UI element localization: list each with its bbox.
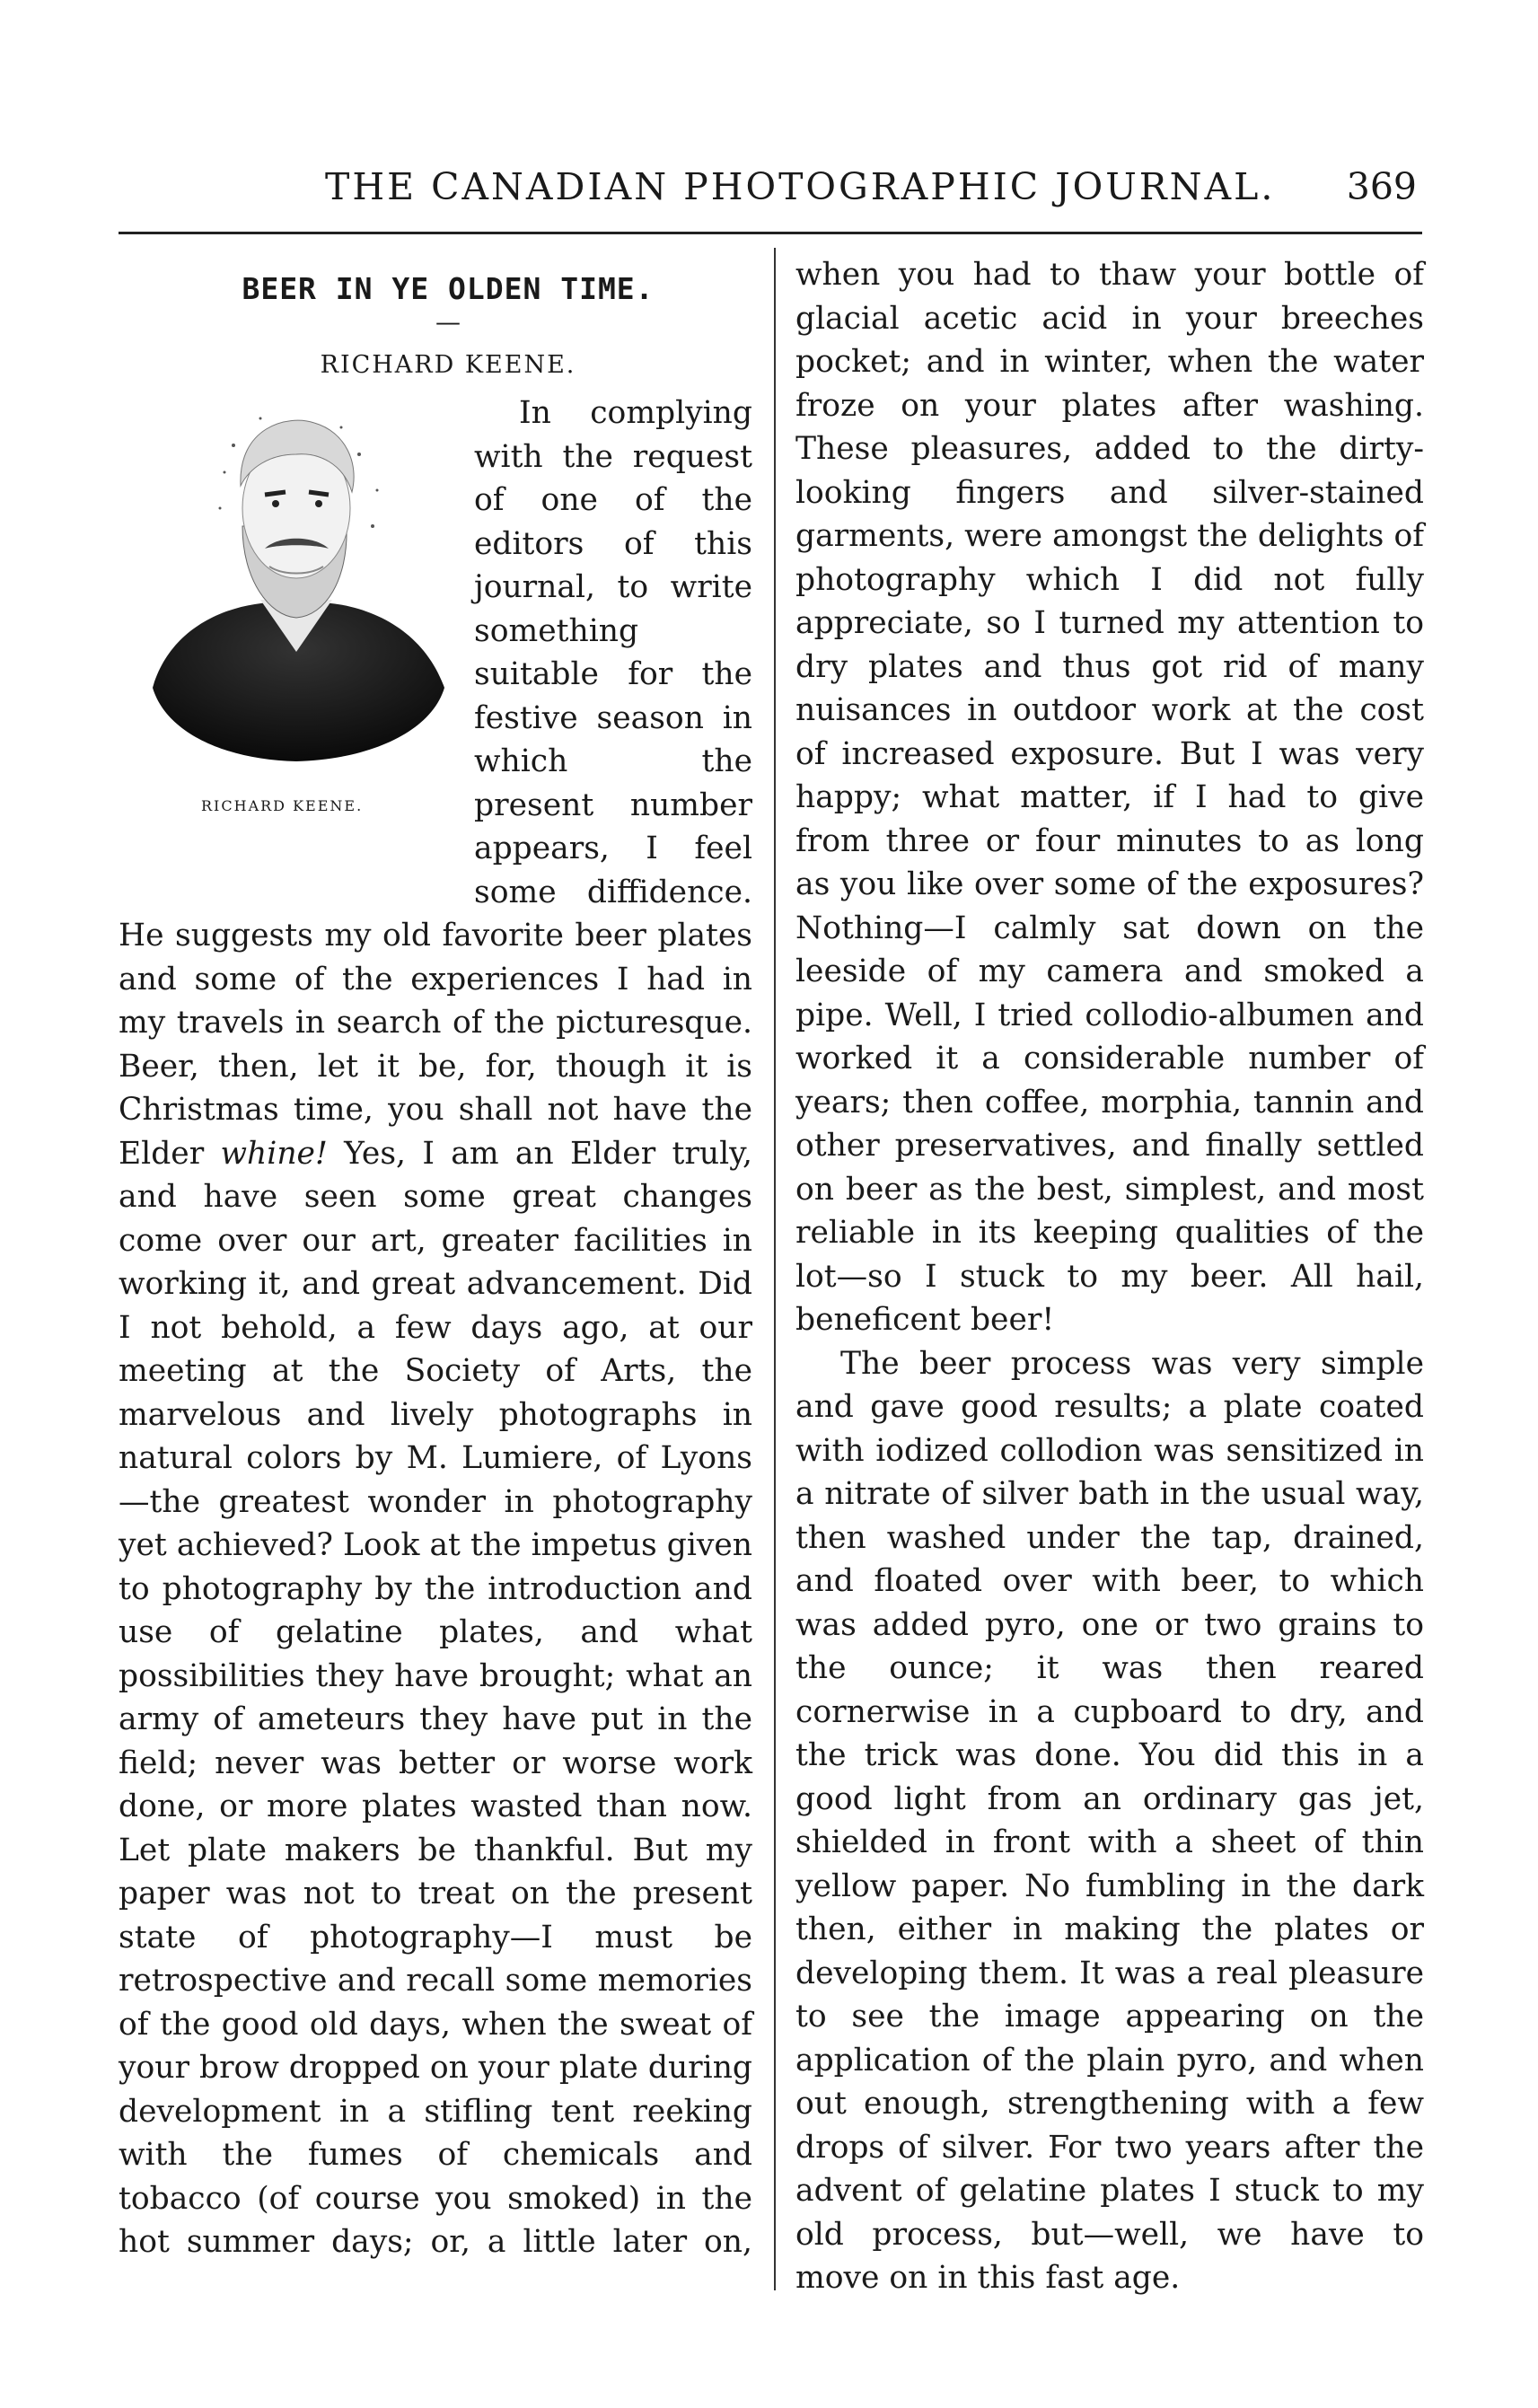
paragraph-1-text: In complying with the request of one of the editors of this journal, to write something suitable for the festive season in which the present number appears, I feel some diffidence. He suggests my old favorite beer plates and some of the experiences I had in my travels in search of the picturesque. Beer, then, let it be, for, though it is Christmas time, you shall not have the Elder	[119, 395, 752, 1172]
title-dash: —	[435, 307, 461, 337]
right-column	[795, 253, 1424, 2300]
portrait-caption: RICHARD KEENE.	[201, 797, 364, 814]
paragraph-2: The beer process was very simple and gave good results; a plate coated with iodized collodion was sensitized in a nitrate of silver bath in the usual way, then washed under the tap, drained, and floated over with beer, to which was added pyro, one or two grains to the ounce; it was then reared cornerwise in a cupboard to dry, and the trick was done. You did this in a good light from an ordinary gas jet, shielded in front with a sheet of thin yellow paper. No fumbling in the dark then, either in making the plates or developing them. It was a real pleasure to see the image appearing on the application of the plain pyro, and when out enough, strengthening with a few drops of silver. For two years after the advent of gelatine plates I stuck to my old process, but—well, we have to move on in this fast age.	[795, 1345, 1424, 2296]
flow-continuation: when you had to thaw your bottle of glacial acetic acid in your breeches pocket; and in winter, when the water froze on your plates after washing. These pleasures, added to the dirty-looking fingers and silver-stained garments, were amongst the delights of photography which I did not fully appreciate, so I turned my attention to dry plates and thus got rid of many nuisances in outdoor work at the cost of increased exposure. But I was very happy; what matter, if I had to give from three or four minutes to as long as you like over some of the exposures? Nothing—I calmly sat down on the leeside of my camera and smoked a pipe. Well, I tried collodio-albumen and worked it a considerable number of years; then coffee, morphia, tannin and other preservatives, and finally settled on beer as the best, simplest, and most reliable in its keeping qualities of the lot—so I stuck to my beer. All hail, beneficent beer!	[795, 257, 1424, 1338]
column-divider	[774, 248, 776, 2290]
author-portrait	[119, 391, 467, 883]
portrait-illustration	[135, 391, 458, 769]
header-rule	[119, 232, 1422, 234]
page-number: 369	[1346, 165, 1417, 208]
left-column	[119, 253, 752, 2264]
italic-whine: whine!	[220, 1135, 328, 1172]
running-header	[119, 162, 1422, 215]
article-author: RICHARD KEENE.	[320, 351, 576, 379]
article-title: BEER IN YE OLDEN TIME.	[242, 271, 655, 306]
paragraph-1-continued: Yes, I am an Elder truly, and have seen some great changes come over our art, greater facilities in working it, and great advancement. Did I not behold, a few days ago, at our meeting at the Society of Arts, the marvelous and lively photographs in natural colors by M. Lumiere, of Lyons—the greatest wonder in photography yet achieved? Look at the impetus given to photography by the introduction and use of gelatine plates, and what possibilities they have brought; what an army of ameteurs they have put in the field; never was better or worse work done, or more plates wasted than now. Let plate makers be thankful. But my paper was not to treat on the present state of photography—I must be retrospective and recall some memories of the good old days, when the sweat of your brow dropped on your plate during development in a stifling tent reeking with the fumes of chemicals and tobacco (of course you smoked) in the hot summer days; or, a little later on,	[119, 1135, 752, 2260]
journal-title: THE CANADIAN PHOTOGRAPHIC JOURNAL.	[325, 165, 1276, 208]
